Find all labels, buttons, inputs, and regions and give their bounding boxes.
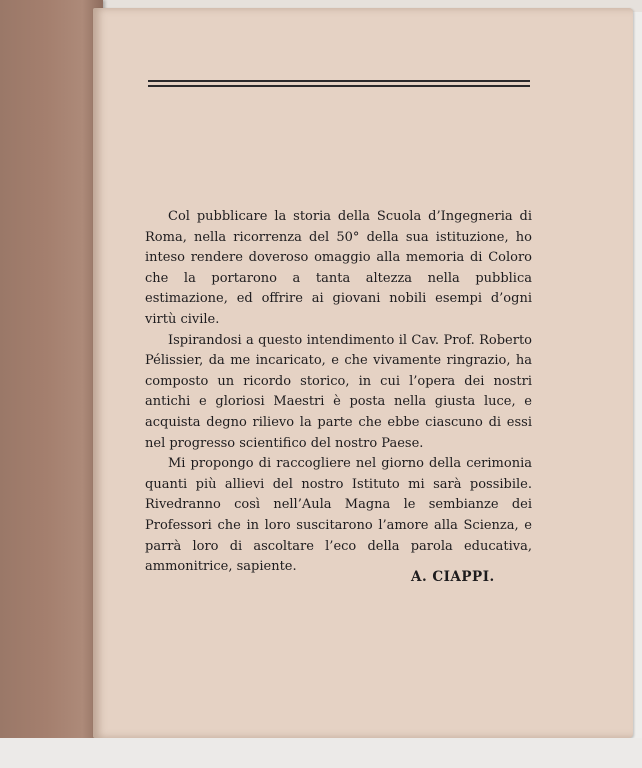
decorative-rule-bottom — [148, 85, 530, 87]
paragraph-3: Mi propongo di raccogliere nel giorno della cerimonia quanti più allievi del nostro Istituto mi sarà possibile. Rivedranno così nell’Aula Magna le sembianze dei Professori che in loro suscitarono l’amore alla Scienza, e parrà loro di ascoltare l’eco della parola educativa, ammonitrice, sapiente. — [145, 456, 532, 575]
letter-body — [145, 207, 532, 578]
decorative-rule-top — [148, 80, 530, 82]
book-cover-edge — [0, 0, 103, 740]
paragraph-1: Col pubblicare la storia della Scuola d’Ingegneria di Roma, nella ricorrenza del 50° della sua istituzione, ho inteso rendere doveroso omaggio alla memoria di Coloro che la portarono a tanta altezza nella pubblica estimazione, ed offrire ai giovani nobili esempi d’ogni virtù civile. — [145, 209, 532, 327]
paragraph-2: Ispirandosi a questo intendimento il Cav. Prof. Roberto Pélissier, da me incaricato, e che vivamente ringrazio, ha composto un ricordo storico, in cui l’opera dei nostri antichi e gloriosi Maestri è posta nella giusta luce, e acquista degno rilievo la parte che ebbe ciascuno di essi nel progresso scientifico del nostro Paese. — [145, 332, 532, 451]
surface-below — [0, 738, 642, 768]
signature: A. CIAPPI. — [411, 569, 495, 585]
